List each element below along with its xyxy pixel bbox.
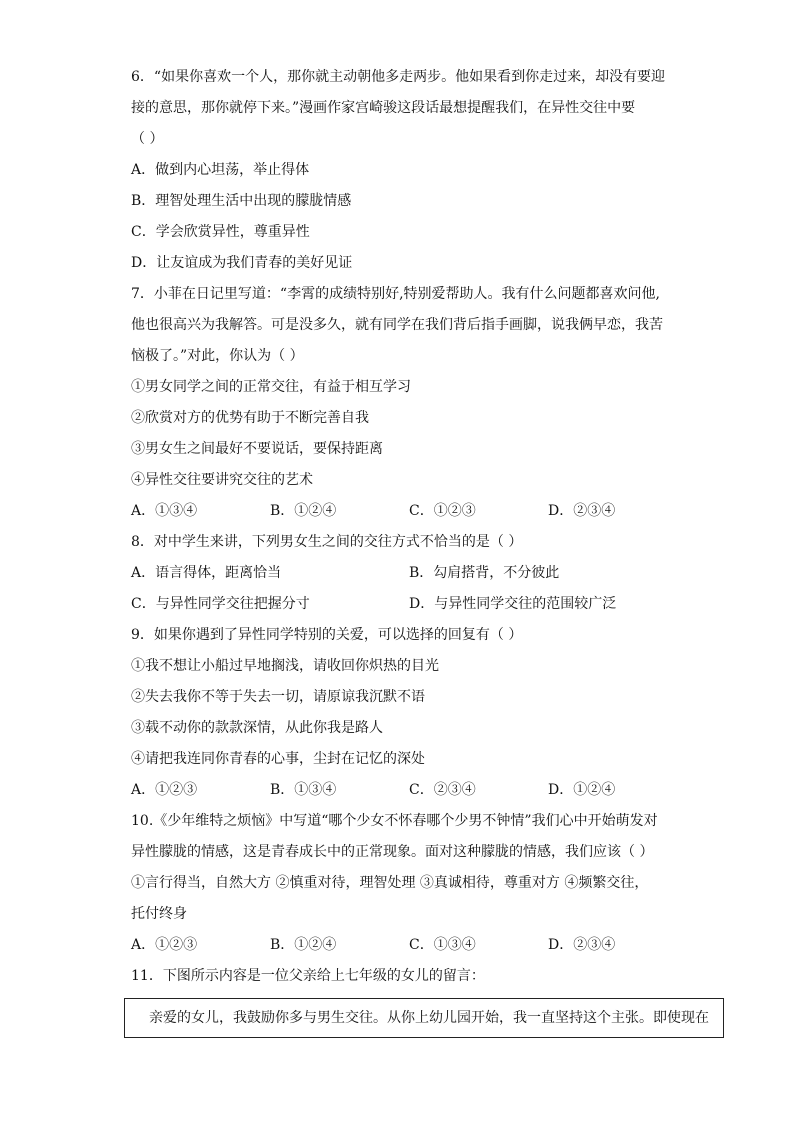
q8-option-d: D．与异性同学交往的范围较广泛	[409, 596, 617, 612]
q7-item-1: ①男女同学之间的正常交往，有益于相互学习	[131, 379, 411, 395]
q7-option-a: A．①③④	[131, 503, 198, 519]
q10-option-b: B．①②④	[270, 937, 337, 953]
q9-item-4: ④请把我连同你青春的心事，尘封在记忆的深处	[131, 751, 425, 767]
q10-option-c: C．①③④	[409, 937, 476, 953]
q6-option-a: A．做到内心坦荡，举止得体	[131, 162, 310, 178]
q7-option-b: B．①②④	[270, 503, 337, 519]
q10-stem-line-4: 托付终身	[131, 906, 187, 922]
q6-stem-line-3: （ ）	[131, 131, 164, 147]
q9-item-3: ③载不动你的款款深情，从此你我是路人	[131, 720, 383, 736]
q7-item-4: ④异性交往要讲究交往的艺术	[131, 472, 313, 488]
q8-stem: 8．对中学生来讲，下列男女生之间的交往方式不恰当的是（ ）	[131, 534, 523, 550]
q9-options	[131, 775, 731, 806]
q6-option-d: D．让友谊成为我们青春的美好见证	[131, 255, 353, 271]
q9-item-2: ②失去我你不等于失去一切，请原谅我沉默不语	[131, 689, 425, 705]
q11-letter-box	[124, 998, 724, 1038]
q10-option-d: D．②③④	[548, 937, 616, 953]
q7-stem-line-3: 恼极了。”对此，你认为（ ）	[131, 348, 304, 364]
q8-option-a: A．语言得体，距离恰当	[131, 565, 282, 581]
q10-stem-line-3: ①言行得当，自然大方 ②慎重对待，理智处理 ③真诚相待，尊重对方 ④频繁交往，	[131, 875, 649, 891]
q7-stem-line-2: 他也很高兴为我解答。可是没多久，就有同学在我们背后指手画脚，说我俩早恋，我苦	[131, 317, 663, 333]
q9-option-c: C．②③④	[409, 782, 476, 798]
question-list	[131, 62, 731, 992]
q10-stem-line-2: 异性朦胧的情感，这是青春成长中的正常现象。面对这种朦胧的情感，我们应该（ ）	[131, 844, 654, 860]
q11-letter-text: 亲爱的女儿，我鼓励你多与男生交往。从你上幼儿园开始，我一直坚持这个主张。即使现在	[149, 1010, 709, 1026]
q7-stem-line-1: 7．小菲在日记里写道：“李霄的成绩特别好,特别爱帮助人。我有什么问题都喜欢问他,	[131, 286, 660, 302]
q7-item-3: ③男女生之间最好不要说话，要保持距离	[131, 441, 383, 457]
q9-option-a: A．①②③	[131, 782, 198, 798]
q11-stem: 11．下图所示内容是一位父亲给上七年级的女儿的留言：	[131, 968, 485, 984]
q7-item-2: ②欣赏对方的优势有助于不断完善自我	[131, 410, 369, 426]
q8-options-row-1	[131, 558, 731, 589]
q10-options	[131, 930, 731, 961]
q8-options-row-2	[131, 589, 731, 620]
q7-option-c: C．①②③	[409, 503, 476, 519]
q6-stem-line-1: 6．“如果你喜欢一个人，那你就主动朝他多走两步。他如果看到你走过来，却没有要迎	[131, 69, 666, 85]
q6-option-b: B．理智处理生活中出现的朦胧情感	[131, 193, 352, 209]
q8-option-b: B．勾肩搭背，不分彼此	[409, 565, 560, 581]
q9-option-b: B．①③④	[270, 782, 337, 798]
q6-option-c: C．学会欣赏异性，尊重异性	[131, 224, 310, 240]
q9-option-d: D．①②④	[548, 782, 616, 798]
q9-item-1: ①我不想让小船过早地搁浅，请收回你炽热的目光	[131, 658, 439, 674]
q10-stem-line-1: 10.《少年维特之烦恼》中写道“哪个少女不怀春哪个少男不钟情”我们心中开始萌发对	[131, 813, 658, 829]
q10-option-a: A．①②③	[131, 937, 198, 953]
q9-stem: 9．如果你遇到了异性同学特别的关爱，可以选择的回复有（ ）	[131, 627, 523, 643]
q8-option-c: C．与异性同学交往把握分寸	[131, 596, 310, 612]
q6-stem-line-2: 接的意思，那你就停下来。”漫画作家宫崎骏这段话最想提醒我们，在异性交往中要	[131, 100, 636, 116]
q7-options	[131, 496, 731, 527]
q7-option-d: D．②③④	[548, 503, 616, 519]
